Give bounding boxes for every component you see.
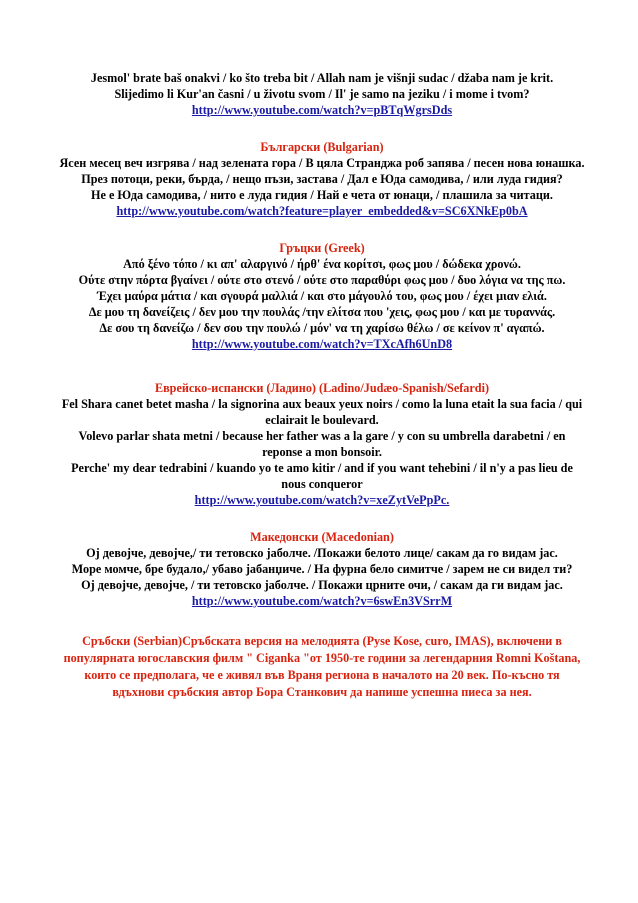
macedonian-line: Ој девојче, девојче, / ти тетовско јаболче. / Покажи црните очи, / сакам да ги видам јас. [81, 578, 563, 592]
ladino-line: Volevo parlar shata metni / because her father was a la gare / y con su umbrella darabetni / en reponse a mon bonsoir. [78, 429, 566, 459]
greek-line: Έχει μαύρα μάτια / και σγουρά μαλλιά / και στο μάγουλό του, φως μου / έχει μιαν ελιά. [97, 289, 547, 303]
greek-line: Ούτε στην πόρτα βγαίνει / ούτε στο στενό / ούτε στο παραθύρι φως μου / δυο λόγια να της πω. [78, 273, 566, 287]
greek-youtube-link[interactable]: http://www.youtube.com/watch?v=TXcAfh6UnD8 [191, 337, 453, 351]
bulgarian-line: Не е Юда самодива, / нито е луда гидия / Най е чета от юнаци, / плашила за читаци. [91, 188, 553, 202]
macedonian-line: Ој девојче, девојче,/ ти тетовско јаболче. /Покажи белото лице/ сакам да го видам јас. [86, 546, 558, 560]
intro-line: Slijedimo li Kur'an časni / u životu svom / Il' je samo na jeziku / i mome i tvom? [114, 87, 530, 101]
greek-line: Δε μου τη δανείζεις / δεν μου την πουλάς /την ελίτσα που 'χεις, φως μου / και με τυραννάς. [88, 305, 556, 319]
bulgarian-title: Български (Bulgarian) [260, 140, 384, 154]
bulgarian-line: През потоци, реки, бърда, / нещо пъзи, застава / Дал е Юда самодива, / или луда гидия? [81, 172, 563, 186]
macedonian-title: Македонски (Macedonian) [250, 530, 394, 544]
intro-block [62, 70, 582, 118]
ladino-title: Еврейско-испански (Ладино) (Ladino/Judæo-Spanish/Sefardi) [154, 381, 490, 395]
ladino-youtube-link[interactable]: http://www.youtube.com/watch?v=xeZytVePpPc. [194, 493, 450, 507]
macedonian-youtube-link[interactable]: http://www.youtube.com/watch?v=6swEn3VSrrM [191, 594, 453, 608]
macedonian-line: Море момче, бре будало,/ убаво јабанџиче. / На фурна бело симитче / зарем не си видел ти? [71, 562, 573, 576]
greek-line: Δε σου τη δανείζω / δεν σου την πουλώ / μόν' να τη χαρίσω θέλω / σε κείνον π' αγαπώ. [99, 321, 545, 335]
ladino-line: Perche' my dear tedrabini / kuando yo te amo kitir / and if you want tehebini / il n'y a pas lieu de nous conqueror [71, 461, 573, 491]
greek-line: Από ξένο τόπο / κι απ' αλαργινό / ήρθ' ένα κορίτσι, φως μου / δώδεκα χρονώ. [123, 257, 521, 271]
greek-title: Гръцки (Greek) [279, 241, 365, 255]
intro-line: Jesmol' brate baš onakvi / ko što treba bit / Allah nam je višnji sudac / džaba nam je krit. [90, 71, 554, 85]
document-page [59, 70, 585, 701]
ladino-line: Fel Shara canet betet masha / la signorina aux beaux yeux noirs / como la luna etait la sua facia / qui eclairait le boulevard. [61, 397, 583, 427]
intro-youtube-link[interactable]: http://www.youtube.com/watch?v=pBTqWgrsDds [191, 103, 453, 117]
macedonian-block [59, 529, 585, 609]
serbian-paragraph: Сръбски (Serbian)Сръбската версия на мелодията (Руse Kose, curo, IMAS), включени в популярната югославския филм " Ciganka "от 1950-те години за легендарния Romni Koštana, които се предполага, че е живял във Враня региона в началото на 20 век. По-късно тя вдъхнови сръбския автор Бора Станкович да напише успешна пиеса за нея. [63, 634, 581, 699]
ladino-block [59, 380, 585, 508]
bulgarian-line: Ясен месец веч изгрява / над зелената гора / В цяла Странджа роб запява / песен нова юнашка. [59, 156, 585, 170]
greek-block [59, 240, 585, 352]
bulgarian-youtube-link[interactable]: http://www.youtube.com/watch?feature=player_embedded&v=SC6XNkEp0bA [116, 204, 528, 218]
bulgarian-block [59, 139, 585, 219]
